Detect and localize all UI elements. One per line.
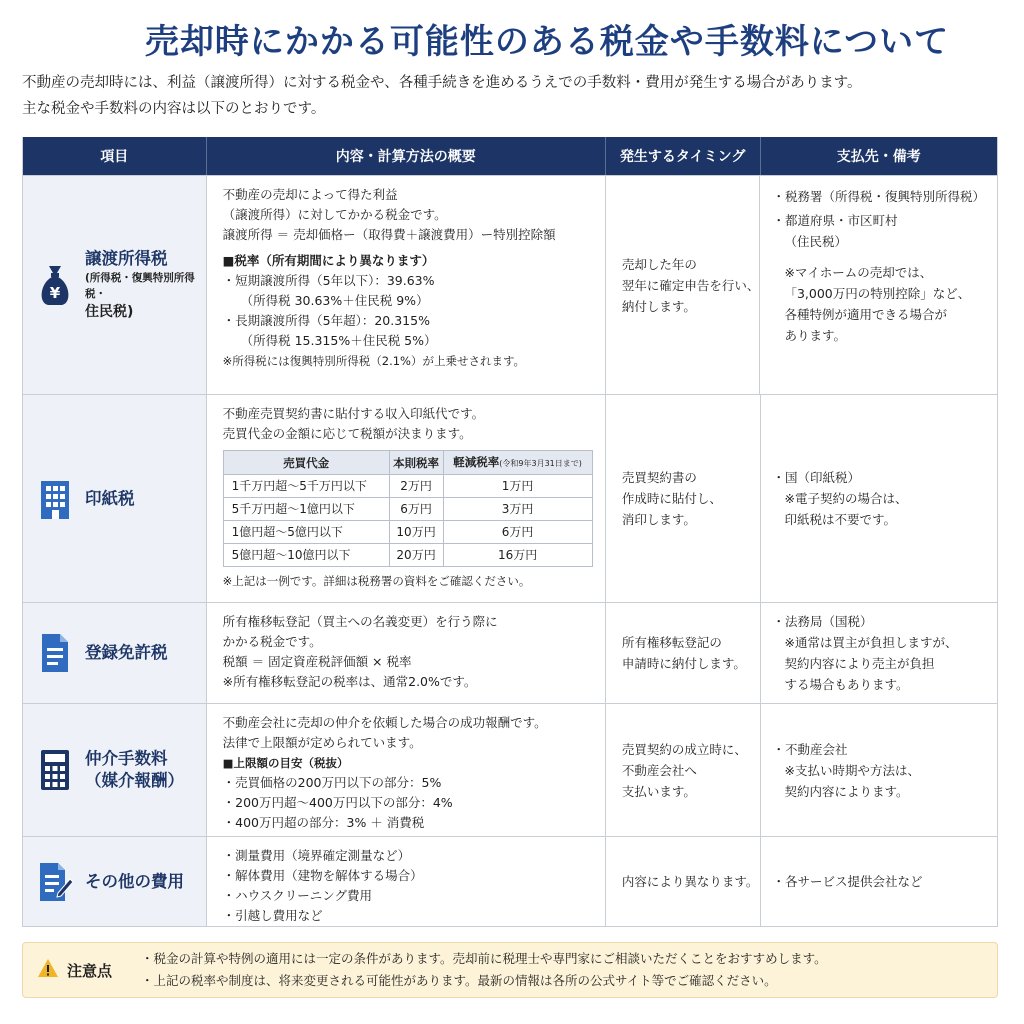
item-name: 仲介手数料 [85,749,168,768]
calculator-icon [35,747,75,793]
rate-heading: ■税率（所有期間により異なります） [222,253,435,268]
item-subtitle: 住民税) [85,304,134,320]
row-payee [761,395,997,602]
timing-line: 作成時に貼付し、 [621,491,722,506]
payee-line: ・国（印紙税） [772,470,861,485]
row-item [23,704,207,836]
content-line: （譲渡所得）に対してかかる税金です。 [222,207,447,222]
header-item: 項目 [23,137,207,175]
stamp-cell: 1万円 [443,475,592,498]
payee-note: 各種特例が適用できる場合が [784,307,947,322]
table-row [23,836,997,926]
content-line: 不動産売買契約書に貼付する収入印紙代です。 [222,406,485,421]
intro-text [22,70,1007,122]
payee-line: ・不動産会社 [772,741,848,757]
page-title: 売却時にかかる可能性のある税金や手数料について [144,22,950,62]
payee-note: 印紙税は不要です。 [784,512,897,527]
stamp-cell: 10万円 [389,521,443,544]
row-content [207,837,606,926]
row-timing [606,837,761,926]
content-note: ※所有権移転登記の税率は、通常2.0%です。 [222,674,477,689]
timing-line: 売買契約の成立時に、 [621,741,747,757]
table-row [23,394,997,602]
notice-box [22,942,998,998]
stamp-header [443,451,592,475]
row-timing [606,176,761,394]
content-note: ※所得税には復興特別所得税（2.1%）が上乗せされます。 [222,354,526,368]
stamp-cell: 5億円超～10億円以下 [223,544,389,567]
item-name: その他の費用 [85,871,184,891]
content-line: 所有権移転登記（買主への名義変更）を行う際に [222,614,498,629]
row-payee [761,603,997,703]
rate-line: ・売買価格の200万円以下の部分：5% [222,775,442,790]
item-subtitle: (所得税・復興特別所得税・ [85,272,195,300]
payee-line: ・法務局（国税） [772,614,873,629]
payee-note: ※マイホームの売却では、 [784,265,933,280]
header-timing: 発生するタイミング [606,137,761,175]
content-line: ・引越し費用など [222,908,323,923]
stamp-row [223,475,592,498]
payee-note: 「3,000万円の特別控除」など、 [784,286,971,301]
stamp-cell: 16万円 [443,544,592,567]
stamp-cell: 6万円 [443,521,592,544]
timing-line: 内容により異なります。 [621,874,759,889]
rate-line: ・長期譲渡所得（5年超）：20.315% [222,313,430,328]
stamp-cell: 3万円 [443,498,592,521]
row-payee [761,837,997,926]
row-timing [606,704,761,836]
content-line: ・ハウスクリーニング費用 [222,888,373,903]
row-timing [606,603,761,703]
timing-line: 支払います。 [621,783,696,799]
building-icon [35,476,75,522]
table-row [23,703,997,836]
table-row [23,602,997,703]
row-content [207,603,606,703]
stamp-row [223,544,592,567]
content-line: ・解体費用（建物を解体する場合） [222,868,423,883]
row-payee [761,704,997,836]
formula: 譲渡所得 ＝ 売却価格ー（取得費＋譲渡費用）ー特別控除額 [222,227,556,242]
rate-detail: （所得税 30.63%＋住民税 9%） [240,293,429,308]
formula: 税額 ＝ 固定資産税評価額 × 税率 [222,654,412,669]
header-content: 内容・計算方法の概要 [207,137,606,175]
timing-line: 売買契約書の [621,470,697,485]
payee-line: ・都道府県・市区町村 [772,213,898,228]
warning-icon [37,958,59,982]
content-line: 法律で上限額が定められています。 [222,735,422,750]
content-line: 不動産の売却によって得た利益 [222,187,398,202]
row-item [23,603,207,703]
notice-header [23,958,141,982]
content-note: ※上記は一例です。詳細は税務署の資料をご確認ください。 [222,574,531,588]
content-line: 不動産会社に売却の仲介を依頼した場合の成功報酬です。 [222,715,547,730]
stamp-row [223,521,592,544]
payee-line: ・各サービス提供会社など [772,874,923,889]
stamp-cell: 1億円超～5億円以下 [223,521,389,544]
item-name: 印紙税 [85,488,135,508]
document-pen-icon [35,859,75,905]
row-content [207,704,606,836]
stamp-row [223,498,592,521]
item-name-sub: （媒介報酬） [85,771,184,790]
stamp-duty-table [223,450,593,567]
timing-line: 消印します。 [621,512,696,527]
header-payee: 支払先・備考 [836,149,921,165]
timing-line: 不動産会社へ [621,762,697,778]
stamp-cell: 6万円 [389,498,443,521]
stamp-header-note: (令和9年3月31日まで) [499,458,582,468]
intro-line: 主な税金や手数料の内容は以下のとおりです。 [22,101,326,117]
svg-text:¥: ¥ [49,284,61,302]
payee-note: ※電子契約の場合は、 [784,491,908,506]
rate-line: ・400万円超の部分：3% ＋ 消費税 [222,815,425,830]
item-name: 譲渡所得税 [85,249,168,268]
document-icon [35,630,75,676]
content-line: かかる税金です。 [222,634,322,649]
stamp-header-label: 軽減税率 [453,454,500,469]
notice-title: 注意点 [67,961,113,980]
notice-body [141,948,827,992]
row-item [23,837,207,926]
content-line: 売買代金の金額に応じて税額が決まります。 [222,426,472,441]
rate-line: ・200万円超～400万円以下の部分：4% [222,795,453,810]
intro-line: 不動産の売却時には、利益（譲渡所得）に対する税金や、各種手続きを進めるうえでの手数料・費用が発生する場合があります。 [22,75,862,91]
payee-note: あります。 [784,328,846,343]
row-item [23,395,207,602]
row-payee [760,176,997,394]
timing-line: 売却した年の [621,256,697,272]
row-item [23,176,207,394]
payee-note: ※支払い時期や方法は、 [784,762,920,778]
row-content [207,395,606,602]
payee-note: 契約内容により売主が負担 [784,656,935,671]
stamp-cell: 1千万円超～5千万円以下 [223,475,389,498]
content-line: ・測量費用（境界確定測量など） [222,848,411,863]
item-name: 登録免許税 [85,643,168,662]
stamp-cell: 20万円 [389,544,443,567]
rate-detail: （所得税 15.315%＋住民税 5%） [240,333,437,348]
table-header [23,137,997,175]
stamp-header: 本則税率 [389,451,443,475]
payee-note: する場合もあります。 [784,677,909,692]
stamp-cell: 2万円 [389,475,443,498]
payee-line: ・税務署（所得税・復興特別所得税） [772,189,985,204]
stamp-header: 売買代金 [223,451,389,475]
row-content [207,176,606,394]
notice-line: ・税金の計算や特例の適用には一定の条件があります。売却前に税理士や専門家にご相談いただくことをおすすめします。 [141,951,827,966]
row-timing [606,395,761,602]
timing-line: 申請時に納付します。 [621,656,746,671]
rate-line: ・短期譲渡所得（5年以下）：39.63% [222,273,435,288]
stamp-cell: 5千万円超～1億円以下 [223,498,389,521]
payee-line: （住民税） [784,234,847,249]
fees-table [22,137,998,927]
table-row [23,175,997,394]
timing-line: 翌年に確定申告を行い、 [621,277,760,293]
timing-line: 納付します。 [621,298,696,314]
notice-line: ・上記の税率や制度は、将来変更される可能性があります。最新の情報は各所の公式サイト等でご確認ください。 [141,973,777,988]
payee-note: 契約内容によります。 [784,783,909,799]
money-bag-yen-icon [35,262,75,308]
rate-heading: ■上限額の目安（税抜） [222,756,349,770]
timing-line: 所有権移転登記の [621,635,722,650]
payee-note: ※通常は買主が負担しますが、 [784,635,958,650]
